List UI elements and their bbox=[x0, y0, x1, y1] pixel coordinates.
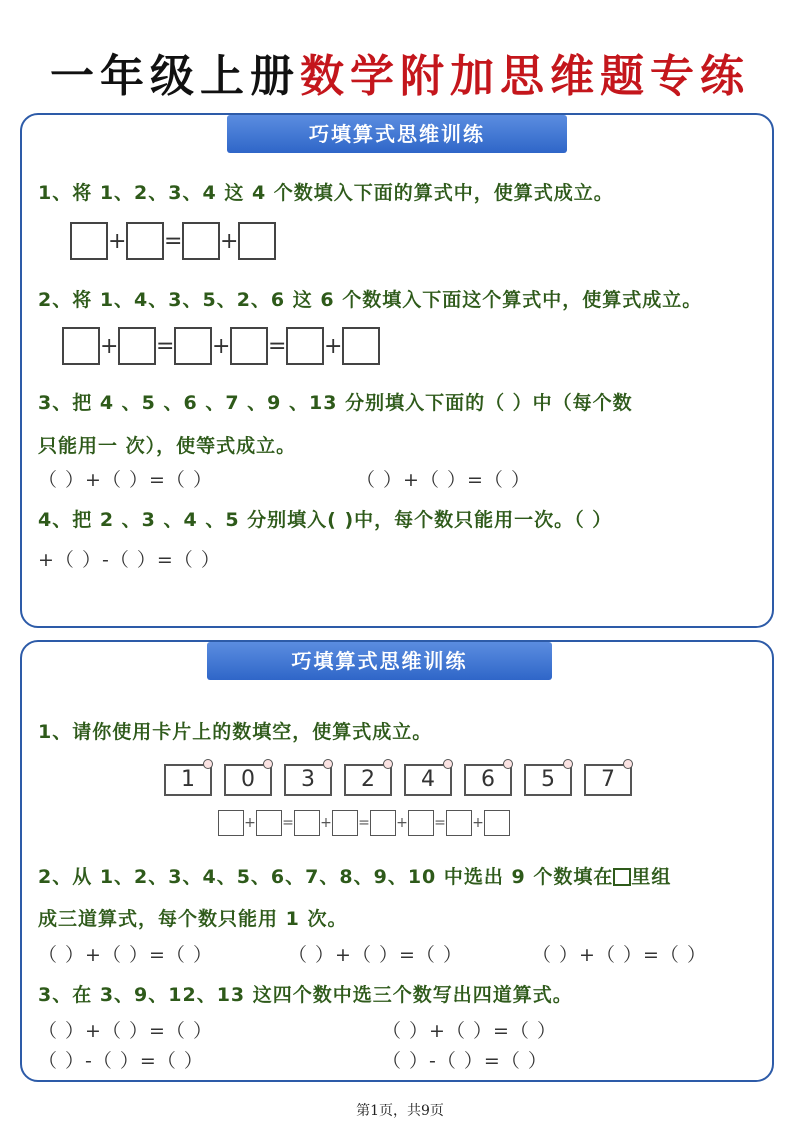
equation-blank[interactable]: （ ）+（ ）=（ ） bbox=[38, 469, 213, 491]
answer-box[interactable] bbox=[174, 327, 212, 365]
question-2-text: 2、从 1、2、3、4、5、6、7、8、9、10 中选出 9 个数填在 bbox=[38, 866, 614, 888]
answer-box[interactable] bbox=[182, 222, 220, 260]
question-1: 1、将 1、2、3、4 这 4 个数填入下面的算式中，使算式成立。 bbox=[38, 182, 614, 204]
number-card: 1 bbox=[164, 764, 212, 796]
number-card: 0 bbox=[224, 764, 272, 796]
question-3-line-1: 3、把 4 、5 、6 、7 、9 、13 分别填入下面的（ ）中（每个数 bbox=[38, 392, 633, 414]
number-card: 3 bbox=[284, 764, 332, 796]
equation-blank[interactable]: （ ）+（ ）=（ ） bbox=[382, 1020, 557, 1042]
question-2-line-1 bbox=[38, 862, 671, 889]
answer-box[interactable] bbox=[256, 810, 282, 836]
page-footer: 第1页，共9页 bbox=[356, 1103, 444, 1119]
answer-box[interactable] bbox=[484, 810, 510, 836]
number-cards bbox=[164, 764, 644, 796]
answer-box[interactable] bbox=[446, 810, 472, 836]
question-4-line-1: 4、把 2 、3 、4 、5 分别填入( )中，每个数只能用一次。（ ） bbox=[38, 509, 613, 531]
number-card: 2 bbox=[344, 764, 392, 796]
question-1: 1、请你使用卡片上的数填空，使算式成立。 bbox=[38, 721, 433, 743]
equation-blank[interactable]: （ ）+（ ）=（ ） bbox=[288, 944, 463, 966]
equation-blank[interactable]: （ ）+（ ）=（ ） bbox=[38, 944, 213, 966]
answer-box[interactable] bbox=[218, 810, 244, 836]
question-2-line-2: 成三道算式，每个数只能用 1 次。 bbox=[38, 908, 348, 930]
title-subject: 数学附加思维题专练 bbox=[300, 51, 750, 102]
equation-boxes-1: + = + bbox=[70, 222, 276, 260]
answer-box[interactable] bbox=[342, 327, 380, 365]
equation-blank[interactable]: （ ）+（ ）=（ ） bbox=[356, 469, 531, 491]
section-banner: 巧填算式思维训练 bbox=[207, 642, 552, 680]
question-3-line-2: 只能用一 次），使等式成立。 bbox=[38, 435, 297, 457]
number-card: 7 bbox=[584, 764, 632, 796]
page-title bbox=[0, 40, 800, 104]
answer-box[interactable] bbox=[238, 222, 276, 260]
answer-box[interactable] bbox=[118, 327, 156, 365]
exercise-panel-2 bbox=[20, 640, 774, 1082]
equation-blank[interactable]: （ ）-（ ）=（ ） bbox=[382, 1050, 548, 1072]
answer-box[interactable] bbox=[230, 327, 268, 365]
question-2-text-end: 里组 bbox=[631, 866, 672, 888]
equation-blank[interactable]: （ ）-（ ）=（ ） bbox=[38, 1050, 204, 1072]
square-symbol bbox=[613, 868, 631, 886]
answer-box[interactable] bbox=[370, 810, 396, 836]
answer-box[interactable] bbox=[294, 810, 320, 836]
question-3: 3、在 3、9、12、13 这四个数中选三个数写出四道算式。 bbox=[38, 984, 573, 1006]
number-card: 5 bbox=[524, 764, 572, 796]
equation-blank[interactable]: （ ）+（ ）=（ ） bbox=[532, 944, 707, 966]
card-equation-boxes: + = + = + = + bbox=[218, 810, 510, 836]
equation-blank[interactable]: （ ）+（ ）=（ ） bbox=[38, 1020, 213, 1042]
title-grade: 一年级上册 bbox=[50, 51, 300, 102]
answer-box[interactable] bbox=[62, 327, 100, 365]
answer-box[interactable] bbox=[126, 222, 164, 260]
answer-box[interactable] bbox=[70, 222, 108, 260]
equation-boxes-2: + = + = + bbox=[62, 327, 380, 365]
equation-blank[interactable]: +（ ）-（ ）=（ ） bbox=[38, 549, 221, 571]
answer-box[interactable] bbox=[286, 327, 324, 365]
answer-box[interactable] bbox=[332, 810, 358, 836]
number-card: 6 bbox=[464, 764, 512, 796]
question-2: 2、将 1、4、3、5、2、6 这 6 个数填入下面这个算式中，使算式成立。 bbox=[38, 289, 703, 311]
exercise-panel-1 bbox=[20, 113, 774, 628]
section-banner: 巧填算式思维训练 bbox=[227, 115, 567, 153]
number-card: 4 bbox=[404, 764, 452, 796]
answer-box[interactable] bbox=[408, 810, 434, 836]
